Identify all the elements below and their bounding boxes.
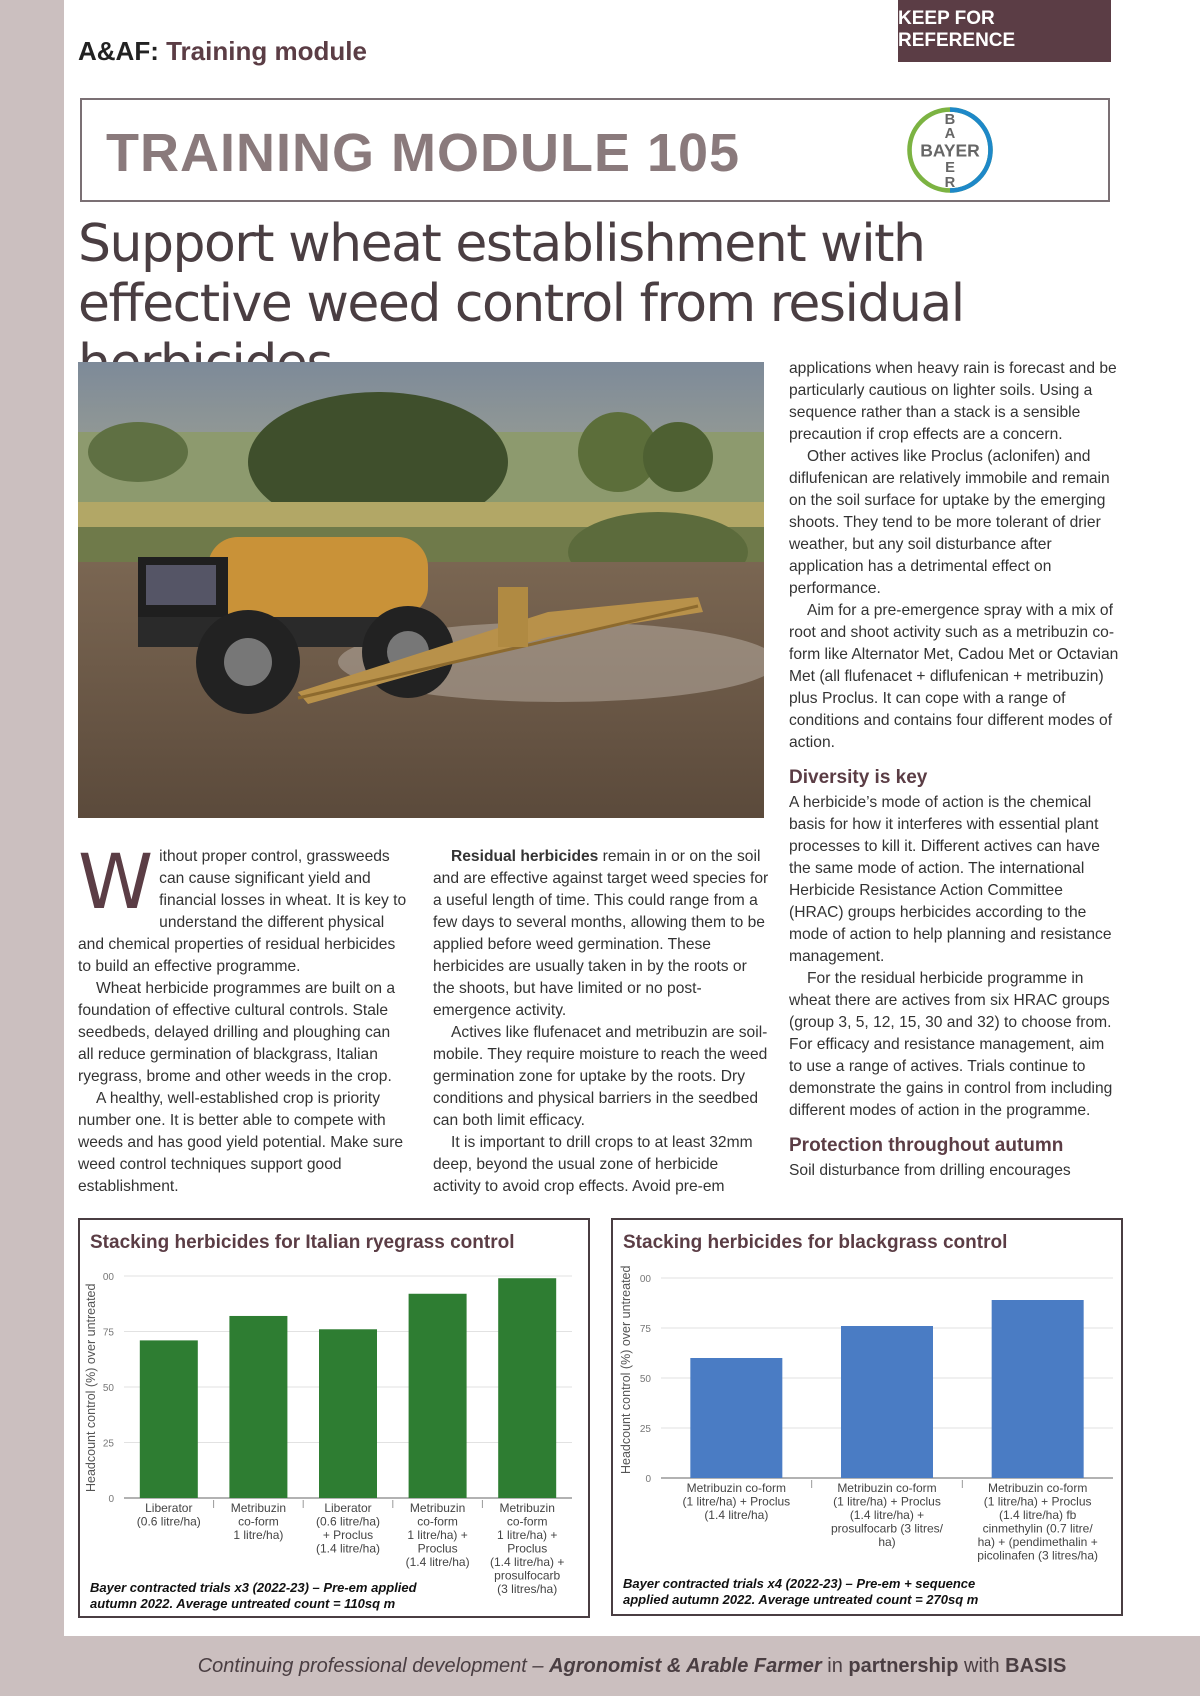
footer-partnership: partnership — [848, 1654, 959, 1677]
chart-title: Stacking herbicides for blackgrass control — [623, 1232, 1008, 1253]
bar — [409, 1294, 467, 1498]
x-tick-label: Liberator (0.6 litre/ha) — [136, 1501, 201, 1529]
chart-source-note: Bayer contracted trials x3 (2022-23) – Pre-em applied autumn 2022. Average untreated count = 110sq m — [90, 1580, 417, 1611]
y-tick-label: 0 — [108, 1494, 114, 1505]
paragraph: Aim for a pre-emergence spray with a mix of root and shoot activity such as a metribuzin co-form like Alternator Met, Cadou Met or Octavian Met (all flufenacet + diflufenican + metribuzin) plus Proclus. It can cope with a range of conditions and contains four different modes of action. — [789, 602, 1119, 751]
footer-text: in — [827, 1654, 843, 1677]
y-tick-label: 00 — [102, 1272, 114, 1283]
footer-magazine: Agronomist & Arable Farmer — [549, 1654, 822, 1677]
y-axis-label: Headcount control (%) over untreated — [619, 1265, 633, 1474]
section-label: Training module — [166, 36, 367, 66]
footer-prefix: Continuing professional development – — [197, 1654, 544, 1677]
chart-blackgrass — [611, 1218, 1123, 1616]
bar — [841, 1326, 933, 1478]
bar — [992, 1300, 1084, 1478]
paragraph: For the residual herbicide programme in wheat there are actives from six HRAC groups (group 3, 5, 12, 15, 30 and 32) to choose from. For efficacy and resistance management, aim to use a range of actives. Trials continue to demonstrate the gains in control from including different modes of action in the programme. — [789, 970, 1113, 1119]
y-tick-label: 50 — [102, 1383, 114, 1394]
svg-text:BAYER: BAYER — [920, 140, 980, 161]
paragraph: A herbicide’s mode of action is the chemical basis for how it interferes with essential plant processes to kill it. Different actives can have the same mode of action. The international Herbicide Resistance Action Committee (HRAC) groups herbicides according to the mode of action to help planning and resistance management. — [789, 794, 1112, 965]
paragraph: Actives like flufenacet and metribuzin are soil-mobile. They require moisture to reach the weed germination zone for uptake by the roots. Dry conditions and physical barriers in the seedbed can both limit efficacy. — [433, 1024, 768, 1129]
svg-text:R: R — [944, 174, 956, 191]
chart-source-note: Bayer contracted trials x4 (2022-23) – Pre-em + sequence applied autumn 2022. Average untreated count = 270sq m — [623, 1576, 979, 1607]
section-header — [78, 36, 367, 67]
paragraph: Wheat herbicide programmes are built on a foundation of effective cultural controls. Stale seedbeds, delayed drilling and ploughing can all reduce germination of blackgrass, Italian ryegrass, brome and other weeds in the crop. — [78, 980, 396, 1085]
article-column-3 — [789, 358, 1121, 1182]
paragraph: Other actives like Proclus (aclonifen) and diflufenican are relatively immobile and remain on the soil surface for uptake by the emerging shoots. They tend to be more tolerant of drier weather, but any soil disturbance after application has a detrimental effect on performance. — [789, 448, 1110, 597]
x-tick-label: Metribuzin co-form (1 litre/ha) + Proclus (1.4 litre/ha) + prosulfocarb (3 litres/ ha) — [830, 1481, 944, 1549]
article-column-2 — [433, 846, 769, 1198]
badge-text: KEEP FOR REFERENCE — [898, 8, 1016, 51]
bar — [498, 1278, 556, 1498]
y-tick-label: 0 — [645, 1474, 651, 1485]
bar — [690, 1358, 782, 1478]
paragraph-text: remain in or on the soil and are effective against target weed species for a useful length of time. This could range from a few days to several months, allowing them to be applied before weed germination. These herbicides are usually taken in by the roots or the shoots, but have limited or no post-emergence activity. — [433, 848, 769, 1019]
paragraph-text: ithout proper control, grassweeds can cause significant yield and financial losses in wheat. It is key to understand the different physical and chemical properties of residual herbicides to build an effective programme. — [78, 848, 407, 975]
x-tick-label: Liberator (0.6 litre/ha) + Proclus (1.4 litre/ha) — [315, 1501, 381, 1556]
sprayer-photo — [78, 362, 764, 818]
article-headline: Support wheat establishment with effective weed control from residual — [78, 214, 964, 334]
paragraph: A healthy, well-established crop is priority number one. It is better able to compete with weeds and has good yield potential. Make sure weed control techniques support good establishment. — [78, 1090, 404, 1195]
paragraph: applications when heavy rain is forecast and be particularly cautious on lighter soils. Using a sequence rather than a stack is a sensible precaution if crop effects are a concern. — [789, 360, 1117, 443]
chart-title: Stacking herbicides for Italian ryegrass control — [90, 1232, 515, 1253]
svg-text:A: A — [944, 126, 956, 143]
svg-text:B: B — [944, 112, 956, 129]
chart-ryegrass — [78, 1218, 590, 1618]
publication-label: A&AF: — [78, 36, 159, 66]
y-tick-label: 75 — [639, 1324, 651, 1335]
footer-text: with — [964, 1654, 1000, 1677]
x-tick-label: Metribuzin co-form (1 litre/ha) + Proclus (1.4 litre/ha) fb cinmethylin (0.7 litre/ ha) + (pendimethalin + picolinafen (3 litres/ha) — [977, 1481, 1099, 1563]
x-tick-label: Metribuzin co-form 1 litre/ha) — [230, 1501, 287, 1542]
y-tick-label: 75 — [102, 1327, 114, 1339]
bar — [229, 1316, 287, 1498]
bar — [319, 1329, 377, 1498]
y-tick-label: 25 — [639, 1424, 651, 1435]
paragraph: It is important to drill crops to at least 32mm deep, beyond the usual zone of herbicide activity to avoid crop effects. Avoid pre-em — [433, 1134, 753, 1195]
footer — [64, 1636, 1200, 1696]
keep-for-reference-badge — [898, 0, 1111, 62]
paragraph: Soil disturbance from drilling encourages — [789, 1162, 1071, 1179]
paragraph — [433, 846, 769, 1022]
bar-chart-plot — [613, 1220, 1121, 1614]
bar — [140, 1340, 198, 1498]
svg-text:E: E — [945, 160, 955, 177]
subheading-diversity: Diversity is key — [789, 767, 928, 788]
drop-cap: W — [78, 837, 154, 926]
bold-lead: Residual herbicides — [451, 848, 599, 865]
article-column-1 — [78, 837, 410, 1198]
y-axis-label: Headcount control (%) over untreated — [84, 1283, 98, 1492]
footer-basis: BASIS — [1005, 1654, 1067, 1677]
y-tick-label: 25 — [102, 1438, 114, 1450]
y-tick-label: 50 — [639, 1374, 651, 1385]
subheading-protection: Protection throughout autumn — [789, 1135, 1064, 1156]
x-tick-label: Metribuzin co-form 1 litre/ha) + Proclus (1.4 litre/ha) + prosulfocarb (3 litres/ha) — [490, 1501, 565, 1596]
x-tick-label: Metribuzin co-form (1 litre/ha) + Proclus (1.4 litre/ha) — [682, 1481, 791, 1522]
bayer-logo — [904, 104, 996, 196]
bar-chart-plot — [80, 1220, 588, 1616]
x-tick-label: Metribuzin co-form 1 litre/ha) + Proclus (1.4 litre/ha) — [405, 1501, 470, 1569]
y-tick-label: 00 — [639, 1274, 651, 1285]
paragraph — [78, 837, 410, 978]
module-title: TRAINING MODULE 105 — [106, 123, 741, 183]
module-title-box — [80, 98, 1110, 202]
